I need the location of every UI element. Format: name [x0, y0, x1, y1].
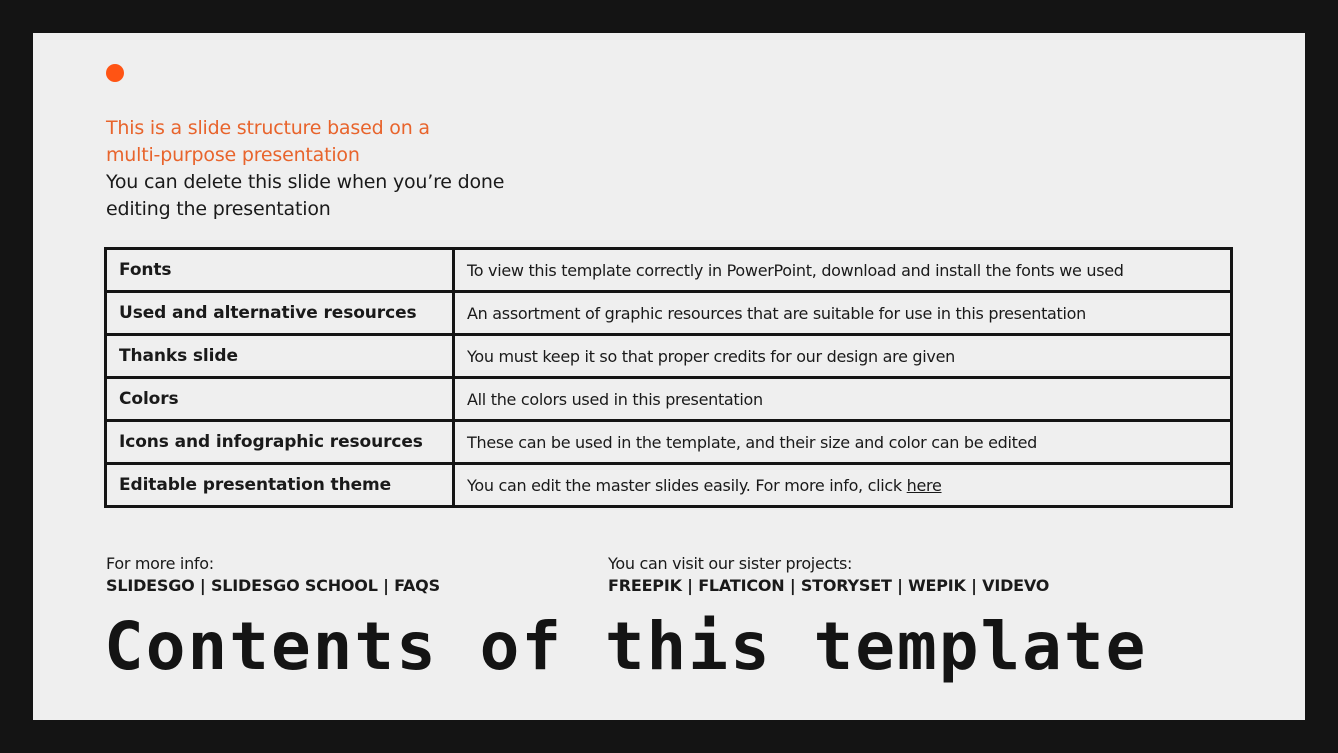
table-row [106, 292, 1232, 335]
more-info-links [106, 575, 440, 597]
link-slidesgo-school[interactable]: SLIDESGO SCHOOL [210, 576, 378, 595]
row-value: All the colors used in this presentation [454, 378, 1232, 421]
slide-title: Contents of this template [104, 608, 1148, 685]
link-faqs[interactable]: FAQS [394, 576, 440, 595]
table-row [106, 464, 1232, 507]
separator: | [377, 576, 395, 595]
row-key: Fonts [106, 249, 454, 292]
link-storyset[interactable]: STORYSET [800, 576, 892, 595]
sister-projects-links [608, 575, 1049, 597]
row-value-text: You can edit the master slides easily. For more info, click [467, 475, 907, 495]
row-key: Editable presentation theme [106, 464, 454, 507]
row-value: These can be used in the template, and their size and color can be edited [454, 421, 1232, 464]
row-key: Colors [106, 378, 454, 421]
link-slidesgo[interactable]: SLIDESGO [106, 576, 195, 595]
more-info-label: For more info: [106, 554, 214, 573]
intro-accent-line: This is a slide structure based on a [106, 117, 430, 139]
table-row [106, 421, 1232, 464]
row-key: Thanks slide [106, 335, 454, 378]
separator: | [784, 576, 801, 595]
accent-dot-icon [106, 64, 124, 82]
link-videvo[interactable]: VIDEVO [982, 576, 1050, 595]
intro-text [106, 115, 586, 223]
intro-accent-line: multi-purpose presentation [106, 144, 360, 166]
separator: | [681, 576, 699, 595]
intro-plain-line: editing the presentation [106, 198, 331, 220]
slide [33, 33, 1305, 720]
table-row [106, 249, 1232, 292]
intro-plain-line: You can delete this slide when you’re done [106, 171, 505, 193]
separator: | [194, 576, 211, 595]
link-freepik[interactable]: FREEPIK [608, 576, 682, 595]
here-link[interactable]: here [906, 475, 942, 495]
sister-projects-block [608, 553, 1049, 597]
row-value [454, 464, 1232, 507]
sister-projects-label: You can visit our sister projects: [608, 554, 853, 573]
separator: | [891, 576, 909, 595]
link-wepik[interactable]: WEPIK [908, 576, 966, 595]
row-key: Used and alternative resources [106, 292, 454, 335]
separator: | [965, 576, 983, 595]
row-key: Icons and infographic resources [106, 421, 454, 464]
table-row [106, 335, 1232, 378]
contents-table [104, 247, 1233, 508]
table-row [106, 378, 1232, 421]
row-value: To view this template correctly in PowerPoint, download and install the fonts we used [454, 249, 1232, 292]
link-flaticon[interactable]: FLATICON [698, 576, 785, 595]
more-info-block [106, 553, 440, 597]
row-value: You must keep it so that proper credits for our design are given [454, 335, 1232, 378]
row-value: An assortment of graphic resources that are suitable for use in this presentation [454, 292, 1232, 335]
